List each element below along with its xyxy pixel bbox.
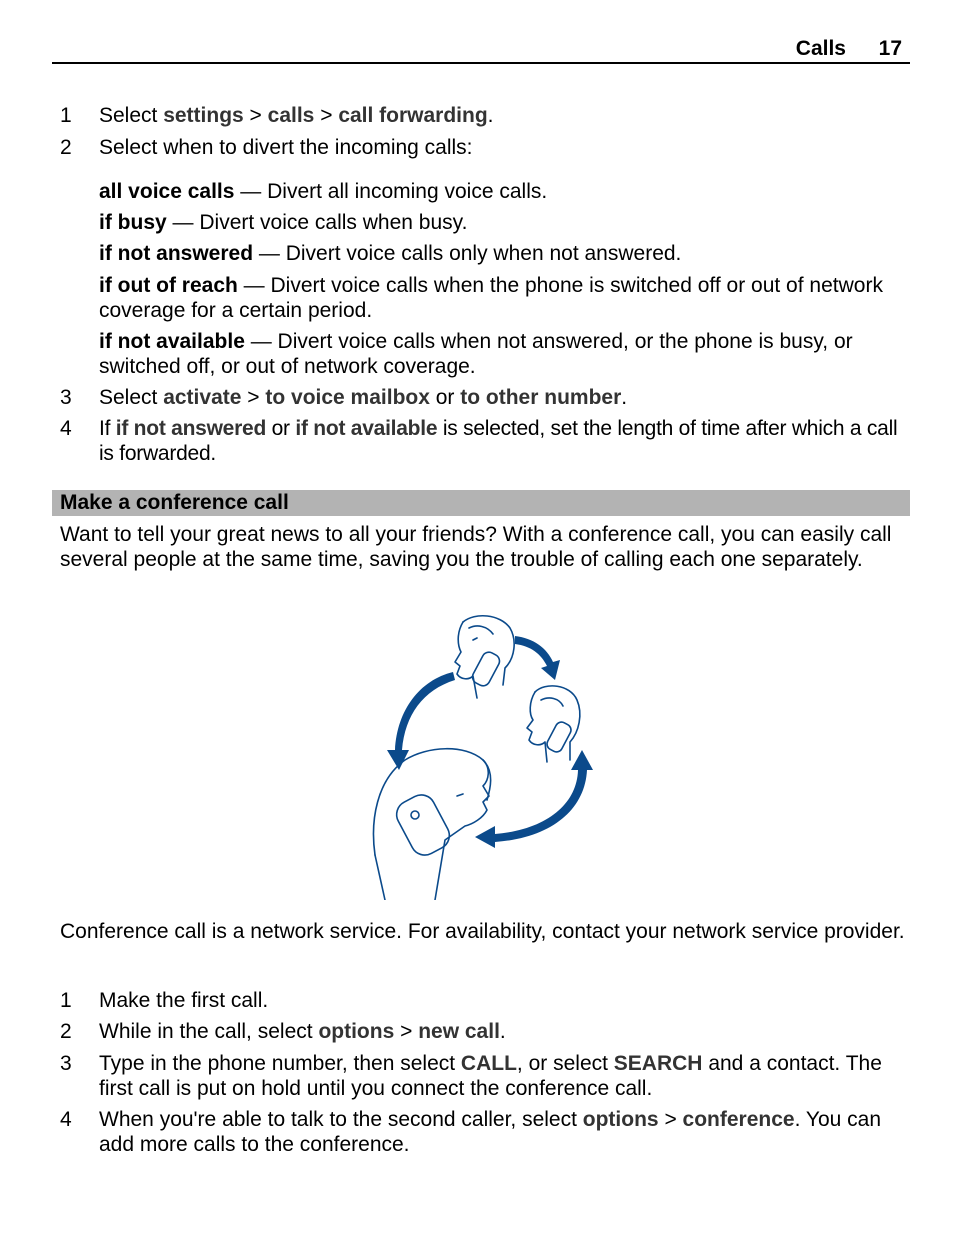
- intro-paragraph: Want to tell your great news to all your friends? With a conference call, you can easily call several people at the same time, saving you the trouble of calling each one separately.: [60, 523, 892, 571]
- ui-term: CALL: [460, 1052, 517, 1075]
- step-number: 4: [60, 417, 72, 440]
- option-name: all voice calls: [99, 180, 235, 203]
- option-item: [99, 210, 910, 235]
- section-heading-bar: [52, 490, 910, 516]
- ui-term: conference: [682, 1108, 795, 1131]
- ui-term: if not answered: [115, 417, 267, 440]
- step-text: [99, 416, 909, 466]
- page-header: [52, 36, 910, 64]
- option-desc: — Divert voice calls only when not answered.: [253, 242, 682, 265]
- network-note: Conference call is a network service. For availability, contact your network service provider.: [60, 920, 905, 943]
- step-text: [99, 385, 909, 410]
- option-item: [99, 241, 910, 266]
- ui-term: to voice mailbox: [265, 386, 430, 409]
- section-title: Make a conference call: [60, 491, 289, 514]
- step-text: [99, 988, 909, 1013]
- text-run: >: [658, 1108, 683, 1131]
- ui-term: call forwarding: [338, 104, 488, 127]
- step-number: 4: [60, 1108, 72, 1131]
- conference-call-icon: [365, 610, 595, 900]
- option-item: [99, 329, 910, 379]
- step-text: [99, 1107, 909, 1157]
- text-run: >: [241, 386, 266, 409]
- conference-call-illustration: [365, 610, 595, 906]
- ui-term: to other number: [460, 386, 622, 409]
- text-run: . You can add more calls to the conference.: [99, 1108, 882, 1156]
- section-name: Calls: [795, 37, 846, 60]
- text-run: >: [243, 104, 268, 127]
- option-name: if busy: [99, 211, 167, 234]
- step-number: 3: [60, 386, 72, 409]
- text-run: or: [429, 386, 461, 409]
- text-run: .: [487, 104, 494, 127]
- text-run: If: [99, 417, 116, 440]
- text-run: is selected, set the length of time after which a call is forwarded.: [99, 417, 898, 465]
- ui-term: new call: [418, 1020, 500, 1043]
- option-desc: — Divert voice calls when not answered, or the phone is busy, or switched off, or out of network coverage.: [99, 330, 853, 378]
- option-name: if out of reach: [99, 274, 238, 297]
- text-run: , or select: [516, 1052, 614, 1075]
- option-item: [99, 273, 910, 323]
- text-run: Select when to divert the incoming calls:: [99, 136, 473, 159]
- step-number: 2: [60, 136, 72, 159]
- step-number: 3: [60, 1052, 72, 1075]
- ui-term: SEARCH: [613, 1052, 703, 1075]
- step-text: [99, 1019, 909, 1044]
- step-text: [99, 103, 909, 128]
- text-run: .: [621, 386, 628, 409]
- step-number: 2: [60, 1020, 72, 1043]
- option-name: if not available: [99, 330, 245, 353]
- option-desc: — Divert all incoming voice calls.: [234, 180, 548, 203]
- ui-term: activate: [163, 386, 242, 409]
- ui-term: settings: [163, 104, 244, 127]
- text-run: While in the call, select: [99, 1020, 319, 1043]
- text-run: Make the first call.: [99, 989, 269, 1012]
- text-run: When you're able to talk to the second caller, select: [99, 1108, 583, 1131]
- text-run: and a contact. The first call is put on hold until you connect the conference call.: [99, 1052, 882, 1100]
- text-run: >: [314, 104, 339, 127]
- text-run: >: [394, 1020, 419, 1043]
- text-run: Type in the phone number, then select: [99, 1052, 461, 1075]
- step-text: [99, 135, 909, 160]
- ui-term: calls: [267, 104, 315, 127]
- text-run: Select: [99, 386, 164, 409]
- text-run: .: [499, 1020, 506, 1043]
- option-desc: — Divert voice calls when the phone is switched off or out of network coverage for a certain period.: [99, 274, 883, 322]
- option-desc: — Divert voice calls when busy.: [166, 211, 468, 234]
- ui-term: options: [582, 1108, 659, 1131]
- option-item: [99, 179, 910, 204]
- step-text: [99, 1051, 909, 1101]
- step-number: 1: [60, 104, 72, 127]
- text-run: Select: [99, 104, 164, 127]
- text-run: or: [266, 417, 296, 440]
- ui-term: options: [318, 1020, 395, 1043]
- step-number: 1: [60, 989, 72, 1012]
- ui-term: if not available: [295, 417, 438, 440]
- page-number: 17: [878, 37, 902, 60]
- option-name: if not answered: [99, 242, 254, 265]
